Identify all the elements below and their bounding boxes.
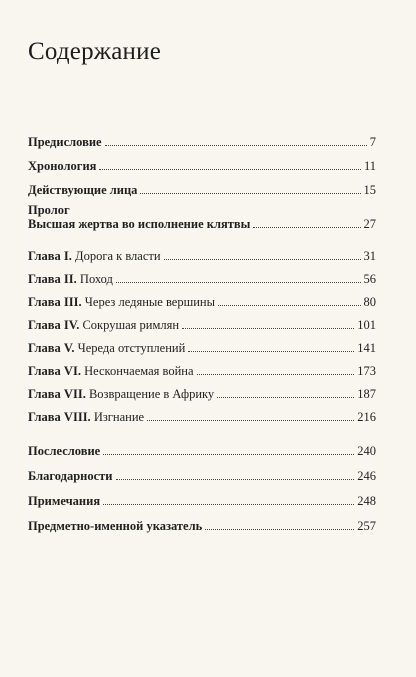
toc-entry-page: 80	[363, 295, 376, 309]
toc-entry-chronology[interactable]	[28, 156, 376, 174]
chapter-label: Глава VI.	[28, 364, 81, 378]
toc-entry-page: 248	[357, 494, 376, 508]
chapter-title: Сокрушая римлян	[82, 318, 180, 332]
dot-leader	[116, 281, 361, 283]
dot-leader	[218, 304, 361, 306]
toc-entry-notes[interactable]	[28, 491, 376, 509]
toc-entry-preface[interactable]	[28, 132, 376, 150]
toc-entry-chapter-5[interactable]	[28, 338, 376, 356]
chapter-title: Поход	[79, 272, 113, 286]
toc-entry-title	[28, 386, 214, 402]
toc-entry-page: 27	[363, 217, 376, 231]
toc-entry-title: Благодарности	[28, 469, 113, 483]
chapter-label: Глава I.	[28, 249, 72, 263]
toc-entry-prolog[interactable]	[28, 214, 376, 232]
chapter-label: Глава III.	[28, 295, 82, 309]
chapter-title: Изгнание	[93, 410, 145, 424]
dot-leader	[182, 327, 354, 329]
dot-leader	[147, 419, 354, 421]
dot-leader	[217, 396, 354, 398]
toc-entry-title	[28, 409, 144, 425]
toc-entry-afterword[interactable]	[28, 441, 376, 459]
toc-entry-chapter-8[interactable]	[28, 407, 376, 425]
toc-entry-page: 56	[363, 272, 376, 286]
dot-leader	[116, 478, 355, 480]
toc-entry-page: 15	[363, 183, 376, 197]
toc-entry-page: 11	[363, 159, 376, 173]
toc-entry-title: Предметно-именной указатель	[28, 519, 203, 533]
toc-entry-chapter-1[interactable]	[28, 246, 376, 264]
dot-leader	[99, 168, 361, 170]
chapter-label: Глава VIII.	[28, 410, 91, 424]
toc-entry-title	[28, 248, 161, 264]
dot-leader	[188, 350, 354, 352]
chapter-title: Через ледяные вершины	[84, 295, 215, 309]
toc-entry-acknowledgements[interactable]	[28, 466, 376, 484]
toc-entry-title: Примечания	[28, 494, 101, 508]
chapter-title: Череда отступлений	[77, 341, 186, 355]
toc-entry-page: 187	[357, 387, 376, 401]
toc-entry-title	[28, 271, 113, 287]
chapter-label: Глава VII.	[28, 387, 86, 401]
chapter-title: Дорога к власти	[75, 249, 161, 263]
toc-entry-index[interactable]	[28, 516, 376, 534]
dot-leader	[197, 373, 355, 375]
prolog-label: Пролог	[28, 203, 70, 217]
toc-entry-page: 7	[369, 135, 376, 149]
toc-entry-title: Хронология	[28, 159, 97, 173]
toc-entry-chapter-3[interactable]	[28, 292, 376, 310]
toc-entry-chapter-4[interactable]	[28, 315, 376, 333]
toc-entry-page: 240	[357, 444, 376, 458]
toc-entry-title	[28, 340, 185, 356]
toc-entry-page: 216	[357, 410, 376, 424]
toc-entry-title: Действующие лица	[28, 183, 138, 197]
toc-entry-chapter-7[interactable]	[28, 384, 376, 402]
toc-entry-title: Предисловие	[28, 135, 102, 149]
toc-entry-title	[28, 363, 194, 379]
dot-leader	[103, 503, 354, 505]
dot-leader	[164, 258, 361, 260]
chapter-title: Возвращение в Африку	[88, 387, 215, 401]
toc-entry-page: 257	[357, 519, 376, 533]
toc-entry-page: 101	[357, 318, 376, 332]
page-title: Содержание	[28, 38, 161, 65]
toc-entry-page: 31	[363, 249, 376, 263]
dot-leader	[105, 144, 367, 146]
toc-entry-page: 141	[357, 341, 376, 355]
toc-entry-characters[interactable]	[28, 180, 376, 198]
toc-entry-chapter-2[interactable]	[28, 269, 376, 287]
toc-entry-chapter-6[interactable]	[28, 361, 376, 379]
chapter-label: Глава V.	[28, 341, 75, 355]
toc-entry-page: 246	[357, 469, 376, 483]
dot-leader	[103, 453, 354, 455]
dot-leader	[253, 226, 360, 228]
toc-entry-title: Послесловие	[28, 444, 101, 458]
dot-leader	[140, 192, 360, 194]
dot-leader	[205, 528, 354, 530]
toc-entry-title	[28, 294, 215, 310]
toc-entry-title	[28, 317, 179, 333]
chapter-label: Глава IV.	[28, 318, 80, 332]
toc-entry-title: Высшая жертва во исполнение клятвы	[28, 217, 251, 231]
chapter-label: Глава II.	[28, 272, 77, 286]
toc-entry-page: 173	[357, 364, 376, 378]
chapter-title: Нескончаемая война	[84, 364, 194, 378]
